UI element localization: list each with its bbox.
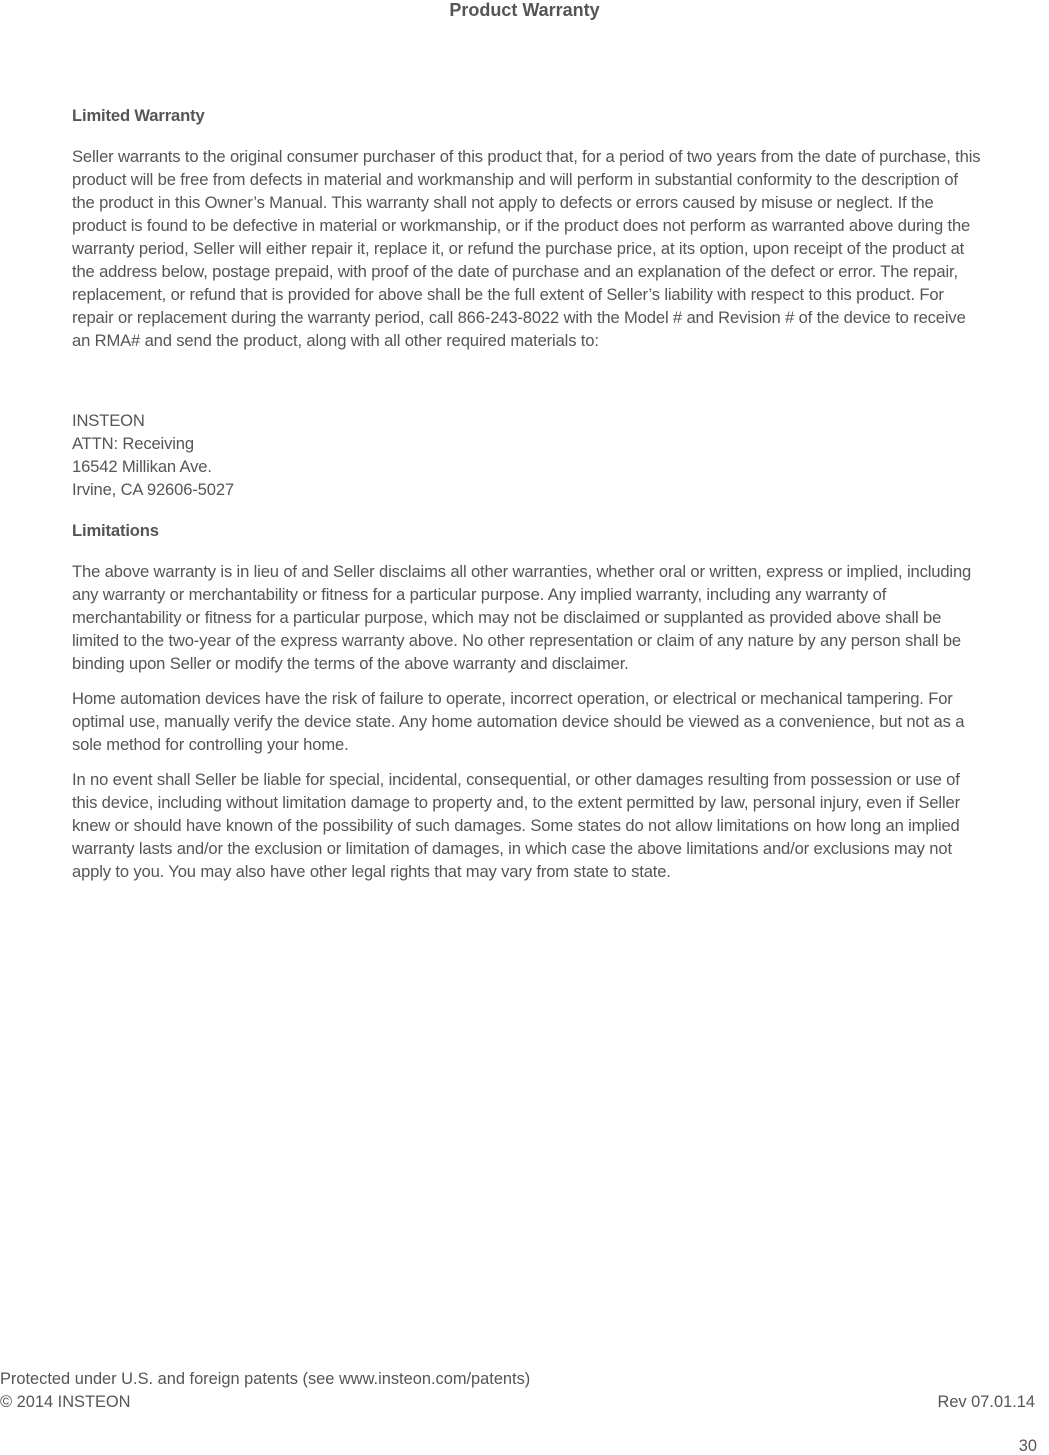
address-company: INSTEON [72,411,145,430]
page-title: Product Warranty [449,0,600,20]
address-street: 16542 Millikan Ave. [72,457,212,476]
address-attn: ATTN: Receiving [72,434,194,453]
limitations-heading: Limitations [72,521,159,540]
limitations-paragraph-3: In no event shall Seller be liable for special, incidental, consequential, or other damages resulting from possession or use of this device, including without limitation damage to property and, to the extent permitted by law, personal injury, even if Seller knew or should have known of the possibility of such damages. Some states do not allow limitations on how long an implied warranty lasts and/or the exclusion or limitation of damages, in which case the above limitations and/or exclusions may not apply to you. You may also have other legal rights that may vary from state to state. [72,770,960,881]
limitations-paragraph-2: Home automation devices have the risk of failure to operate, incorrect operation, or electrical or mechanical tampering. For optimal use, manually verify the device state. Any home automation device should be viewed as a convenience, but not as a sole method for controlling your home. [72,689,965,754]
limited-warranty-heading: Limited Warranty [72,106,205,125]
limitations-paragraph-1: The above warranty is in lieu of and Seller disclaims all other warranties, whether oral or written, express or implied, including any warranty or merchantability or fitness for a particular purpose. Any implied warranty, including any warranty of merchantability or fitness for a particular purpose, which may not be disclaimed or supplanted as provided above shall be limited to the two-year of the express warranty above. No other representation or claim of any nature by any person shall be binding upon Seller or modify the terms of the above warranty and disclaimer. [72,562,972,673]
limited-warranty-paragraph: Seller warrants to the original consumer purchaser of this product that, for a period of two years from the date of purchase, this product will be free from defects in material and workmanship and will perform in substantial conformity to the description of the product in this Owner’s Manual. This warranty shall not apply to defects or errors caused by misuse or neglect. If the product is found to be defective in material or workmanship, or if the product does not perform as warranted above during the warranty period, Seller will either repair it, replace it, or refund the purchase price, at its option, upon receipt of the product at the address below, postage prepaid, with proof of the date of purchase and an explanation of the defect or error. The repair, replacement, or refund that is provided for above shall be the full extent of Seller’s liability with respect to this product. For repair or replacement during the warranty period, call 866-243-8022 with the Model # and Revision # of the device to receive an RMA# and send the product, along with all other required materials to: [72,147,981,350]
footer-patents: Protected under U.S. and foreign patents (see www.insteon.com/patents) [0,1370,531,1388]
footer-revision: Rev 07.01.14 [937,1393,1035,1411]
page-number: 30 [1018,1437,1037,1455]
mailing-address [72,409,982,501]
footer-copyright: © 2014 INSTEON [0,1393,131,1411]
address-city: Irvine, CA 92606-5027 [72,480,234,499]
document-body [72,104,982,895]
